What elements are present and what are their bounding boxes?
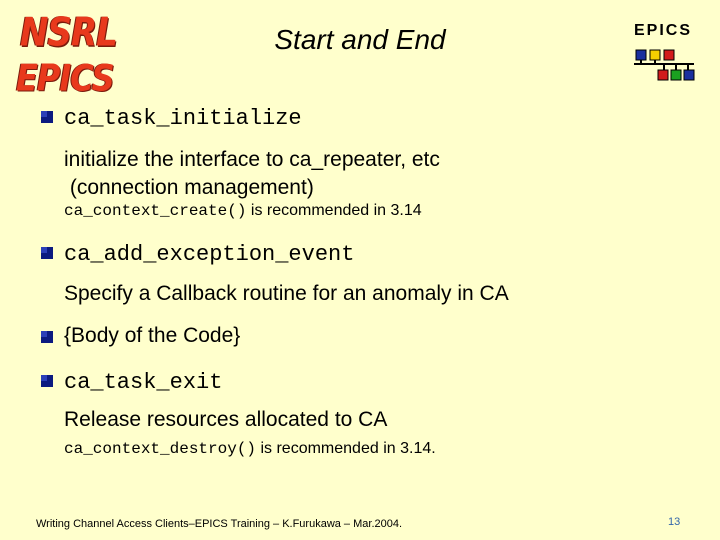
slide-title: Start and End — [274, 24, 446, 55]
item-heading: {Body of the Code} — [64, 324, 241, 347]
item-line: initialize the interface to ca_repeater, etc — [64, 148, 440, 171]
item-heading: ca_add_exception_event — [64, 242, 355, 267]
epics-network-icon — [634, 44, 696, 84]
item-note — [64, 202, 422, 220]
page-number: 13 — [668, 516, 681, 528]
bullet-icon — [40, 330, 54, 344]
item-note-code: ca_context_destroy() — [64, 440, 257, 458]
item-line: Specify a Callback routine for an anomaly in CA — [64, 282, 509, 305]
bullet-icon — [40, 110, 54, 124]
item-heading: ca_task_exit — [64, 370, 223, 395]
footer-text: Writing Channel Access Clients–EPICS Training – K.Furukawa – Mar.2004. — [36, 518, 403, 530]
item-note-code: ca_context_create() — [64, 202, 247, 220]
bullet-icon — [40, 246, 54, 260]
nsrl-logo: NSRL — [20, 10, 117, 56]
epics-logo: EPICS — [16, 56, 114, 100]
item-note-text: is recommended in 3.14 — [246, 202, 422, 219]
item-line: Release resources allocated to CA — [64, 408, 388, 431]
bullet-icon — [40, 374, 54, 388]
item-note-text: is recommended in 3.14. — [256, 440, 436, 457]
item-heading: ca_task_initialize — [64, 106, 302, 131]
item-line: (connection management) — [64, 176, 314, 199]
item-note — [64, 440, 436, 458]
epics-corner-logo-text: EPICS — [634, 22, 693, 39]
